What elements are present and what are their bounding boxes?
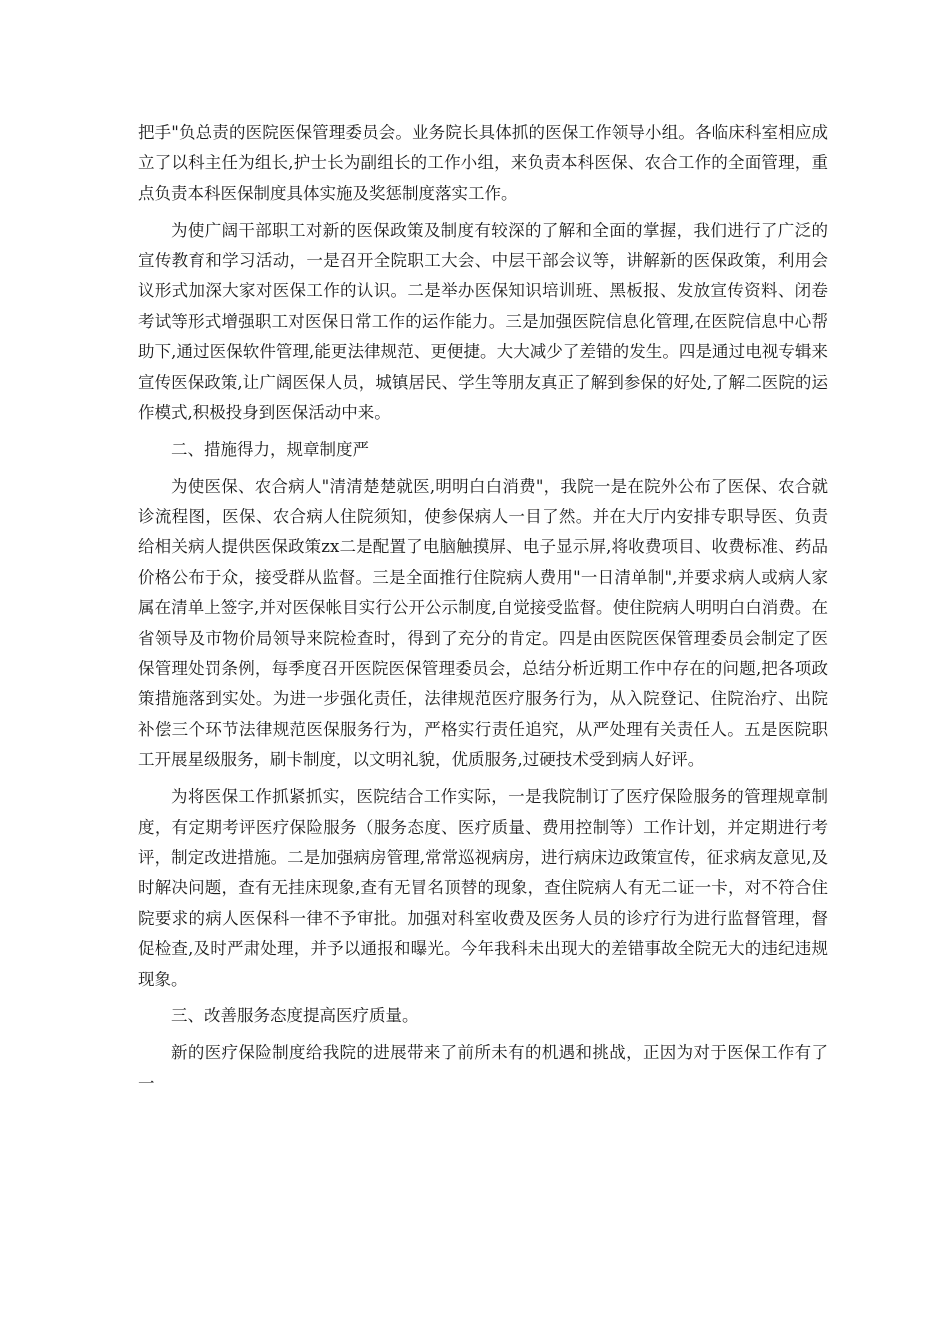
- section-heading-service: 三、改善服务态度提高医疗质量。: [171, 1006, 419, 1026]
- paragraph-publicity-education: 为使广阔干部职工对新的医保政策及制度有较深的了解和全面的掌握，我们进行了广泛的宣传教育和学习活动，一是召开全院职工大会、中层干部会议等，讲解新的医保政策，利用会议形式加深大家对医保工作的认识。二是举办医保知识培训班、黑板报、发放宣传资料、闭卷考试等形式增强职工对医保日常工作的运作能力。三是加强医院信息化管理,在医院信息中心帮助下,通过医保软件管理,能更法律规范、更便捷。大大减少了差错的发生。四是通过电视专辑来宣传医保政策,让广阔医保人员，城镇居民、学生等朋友真正了解到参保的好处,了解二医院的运作模式,积极投身到医保活动中来。: [138, 220, 828, 423]
- section-heading-measures: 二、措施得力，规章制度严: [171, 439, 369, 459]
- paragraph-management: 为将医保工作抓紧抓实，医院结合工作实际，一是我院制订了医疗保险服务的管理规章制度，有定期考评医疗保险服务（服务态度、医疗质量、费用控制等）工作计划，并定期进行考评，制定改进措施。二是加强病房管理,常常巡视病房，进行病床边政策宣传，征求病友意见,及时解决问题，查有无挂床现象,查有无冒名顶替的现象，查住院病人有无二证一卡，对不符合住院要求的病人医保科一律不予审批。加强对科室收费及医务人员的诊疗行为进行监督管理，督促检查,及时严肃处理，并予以通报和曝光。今年我科未出现大的差错事故全院无大的违纪违规现象。: [138, 787, 828, 989]
- paragraph-measures: 为使医保、农合病人"清清楚楚就医,明明白白消费"，我院一是在院外公布了医保、农合就诊流程图，医保、农合病人住院须知，使参保病人一目了然。并在大厅内安排专职导医、负责给相关病人提供医保政策zx二是配置了电脑触摸屏、电子显示屏,将收费项目、收费标准、药品价格公布于众，接受群从监督。三是全面推行住院病人费用"一日清单制",并要求病人或病人家属在清单上签字,并对医保帐目实行公开公示制度,自觉接受监督。使住院病人明明白白消费。在省领导及市物价局领导来院检查时，得到了充分的肯定。四是由医院医保管理委员会制定了医保管理处罚条例，每季度召开医院医保管理委员会，总结分析近期工作中存在的问题,把各项政策措施落到实处。为进一步强化责任，法律规范医疗服务行为，从入院登记、住院治疗、出院补偿三个环节法律规范医保服务行为，严格实行责任追究，从严处理有关责任人。五是医院职工开展星级服务，刷卡制度，以文明礼貌，优质服务,过硬技术受到病人好评。: [138, 476, 828, 770]
- paragraph-continuation: 把手"负总责的医院医保管理委员会。业务院长具体抓的医保工作领导小组。各临床科室相应成立了以科主任为组长,护士长为副组长的工作小组，来负责本科医保、农合工作的全面管理，重点负责本科医保制度具体实施及奖惩制度落实工作。: [138, 123, 828, 203]
- paragraph-service: 新的医疗保险制度给我院的进展带来了前所未有的机遇和挑战，正因为对于医保工作有了一: [138, 1043, 828, 1093]
- document-body: [138, 118, 828, 1105]
